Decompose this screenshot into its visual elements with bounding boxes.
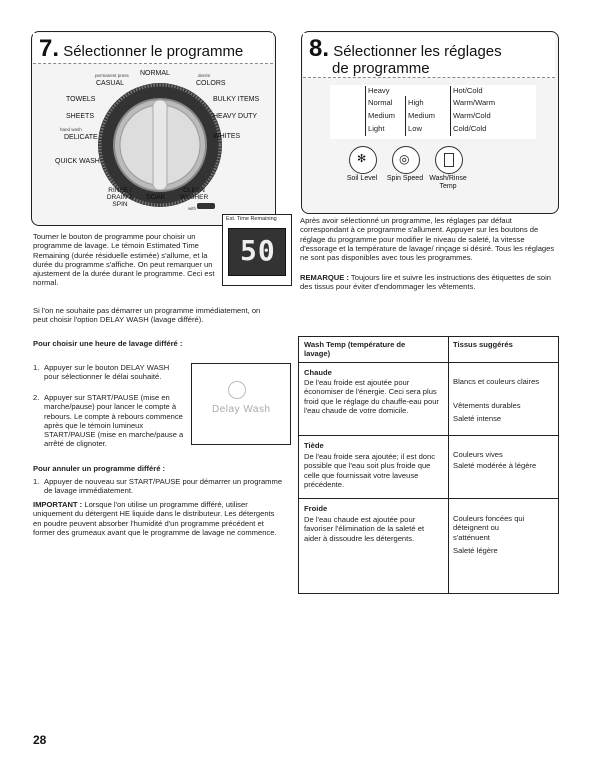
delay-wash-button-label[interactable]: Delay Wash	[212, 404, 271, 415]
step7-para2: Si l'on ne souhaite pas démarrer un programme immédiatement, on peut choisir l'option DELAY WASH (lavage différé).	[33, 306, 261, 325]
row1-fabric3: Saleté intense	[453, 414, 502, 423]
page-number: 28	[33, 733, 47, 747]
spin-high: High	[408, 98, 424, 107]
table-header-rule	[298, 362, 559, 363]
soil-level-label: Soil Level	[346, 175, 378, 182]
soil-medium: Medium	[368, 111, 396, 120]
delay-step1-text: Appuyer sur le bouton DELAY WASH pour sélectionner le délai souhaité.	[44, 363, 170, 382]
soil-column-line	[365, 86, 366, 136]
important-label: IMPORTANT :	[33, 500, 83, 509]
dial-label-heavy: HEAVY DUTY	[213, 113, 258, 120]
wash-rinse-temp-label: Wash/Rinse Temp	[429, 175, 467, 190]
delay-heading: Pour choisir une heure de lavage différé :	[33, 339, 183, 348]
step7-para1: Tourner le bouton de programme pour choisir un programme de lavage. Le témoin Estimated Time Remaining (durée résiduelle estimée) s'allume, et la durée du programme s'affiche. On peut remarquer un ajustement de la durée durant le programme. Ceci est normal.	[33, 232, 215, 288]
cancel-heading: Pour annuler un programme différé :	[33, 464, 166, 473]
spin-speed-label: Spin Speed	[386, 175, 424, 182]
row3-title: Froide	[304, 504, 328, 513]
row1-fabric1: Blancs et couleurs claires	[453, 377, 540, 386]
cycle-dial-knob[interactable]	[105, 90, 215, 200]
step7-title	[39, 35, 244, 62]
table-top-rule	[298, 336, 559, 337]
remark-label: REMARQUE :	[300, 273, 349, 282]
dial-label-normal: NORMAL	[140, 70, 170, 77]
spin-medium: Medium	[408, 111, 436, 120]
dial-tiny-handwash: hand wash	[60, 127, 82, 132]
row2-fabric1: Couleurs vives	[453, 450, 503, 459]
table-bottom-rule	[298, 593, 559, 594]
soil-icon: ✻	[357, 153, 367, 165]
row2-fabric2: Saleté modérée à légère	[453, 461, 537, 470]
step7-number: 7.	[39, 35, 60, 62]
table-left-rule	[298, 336, 299, 594]
spin-icon: ◎	[399, 152, 410, 166]
step8-para1: Après avoir sélectionné un programme, les réglages par défaut correspondant à ce programme s'allument. Appuyer sur les boutons de réglage du programme pour modifier le niveau de saleté, la vitesse d'essorage et la température de lavage/ rinçage si désiré. Tous les réglages ne sont pas disponibles avec tous les programmes.	[300, 216, 555, 263]
remark-text: Toujours lire et suivre les instructions des étiquettes de soin des tissus pour éviter d'endommager les vêtements.	[300, 273, 551, 292]
row3-desc: De l'eau chaude est ajoutée pour favoriser l'élimination de la saleté et aider à dissoudre les détergents.	[304, 515, 425, 543]
soil-light: Light	[368, 124, 385, 133]
delay-step2-text: Appuyer sur START/PAUSE (mise en marche/pause) pour lancer le compte à rebours. Le compte à rebours commence après que le témoin lumineux START/PAUSE (mise en marche/pause a arrêté de clignoter.	[44, 393, 184, 449]
step8-title-line2: de programme	[332, 60, 430, 77]
row1-fabric2: Vêtements durables	[453, 401, 521, 410]
table-row2-rule	[298, 498, 559, 499]
soil-level-button[interactable]	[349, 146, 377, 174]
soil-heavy: Heavy	[368, 86, 390, 95]
dial-label-soak: SOAK	[146, 194, 166, 201]
clock-icon	[228, 381, 246, 399]
dial-label-sheets: SHEETS	[66, 113, 95, 120]
dial-label-whites: WHITES	[213, 133, 241, 140]
spin-column-line	[405, 96, 406, 136]
important-note	[33, 500, 285, 537]
dial-label-rinse: RINSE / DRAIN & SPIN	[106, 187, 134, 208]
important-text: Lorsque l'on utilise un programme différé, utiliser uniquement du détergent HE liquide dans le distributeur. Les détergents en poudre peuvent absorber l'humidité d'un programme précédent et former des grumeaux avant que le programme de lavage ne commence.	[33, 500, 277, 537]
step8-remark	[300, 273, 562, 292]
dial-label-quickwash: QUICK WASH	[55, 158, 100, 165]
row1-title: Chaude	[304, 368, 332, 377]
row2-title: Tiède	[304, 441, 324, 450]
dial-label-delicate: DELICATE	[64, 134, 98, 141]
time-display-digits: 50	[240, 234, 276, 267]
temp-warm-cold: Warm/Cold	[453, 111, 491, 120]
affresh-logo-icon	[197, 203, 215, 209]
dial-label-colors: COLORS	[196, 80, 226, 87]
delay-step1	[33, 363, 183, 382]
spin-speed-button[interactable]	[392, 146, 420, 174]
temp-column-line	[450, 86, 451, 136]
step7-title-text: Sélectionner le programme	[63, 43, 244, 60]
dial-label-clean-with: with	[188, 206, 197, 211]
thermometer-icon	[444, 153, 454, 167]
cancel-step1-number: 1.	[33, 477, 40, 486]
dial-tiny-permpress: permanent press	[95, 73, 129, 78]
table-right-rule	[558, 336, 559, 594]
spin-low: Low	[408, 124, 422, 133]
dial-label-bulky: BULKY ITEMS	[213, 96, 260, 103]
row2-desc: De l'eau froide sera ajoutée; il est donc possible que l'eau soit plus froide que celle que fournissait votre laveuse précédente.	[304, 452, 436, 489]
cancel-step1	[33, 477, 283, 496]
step8-title-line1: Sélectionner les réglages	[333, 43, 502, 60]
row1-desc: De l'eau froide est ajoutée pour économiser de l'énergie. Ceci sera plus froid que le réglage du chauffe-eau pour l'eau chaude de votre domicile.	[304, 378, 439, 415]
est-time-label: Est. Time Remaining	[226, 216, 277, 222]
step8-title	[309, 35, 502, 77]
col2-header: Tissus suggérés	[453, 340, 513, 349]
delay-step1-number: 1.	[33, 363, 40, 372]
row3-fabric1: Couleurs foncées qui déteignent ou s'atténuent	[453, 514, 525, 542]
col1-header: Wash Temp (température de lavage)	[304, 340, 406, 359]
temp-hot-cold: Hot/Cold	[453, 86, 483, 95]
step8-number: 8.	[309, 35, 330, 62]
delay-step2-number: 2.	[33, 393, 40, 402]
dial-label-clean: CLEAN WASHER	[179, 187, 209, 201]
dial-label-towels: TOWELS	[66, 96, 96, 103]
temp-cold-cold: Cold/Cold	[453, 124, 487, 133]
row3-fabric2: Saleté légère	[453, 546, 498, 555]
temp-warm-warm: Warm/Warm	[453, 98, 496, 107]
wash-rinse-temp-button[interactable]	[435, 146, 463, 174]
table-row1-rule	[298, 435, 559, 436]
table-mid-rule	[448, 336, 449, 594]
dial-tiny-denim: denim	[198, 73, 211, 78]
soil-normal: Normal	[368, 98, 393, 107]
dial-label-casual: CASUAL	[96, 80, 125, 87]
cancel-step1-text: Appuyer de nouveau sur START/PAUSE pour démarrer un programme de lavage immédiatement.	[44, 477, 283, 496]
